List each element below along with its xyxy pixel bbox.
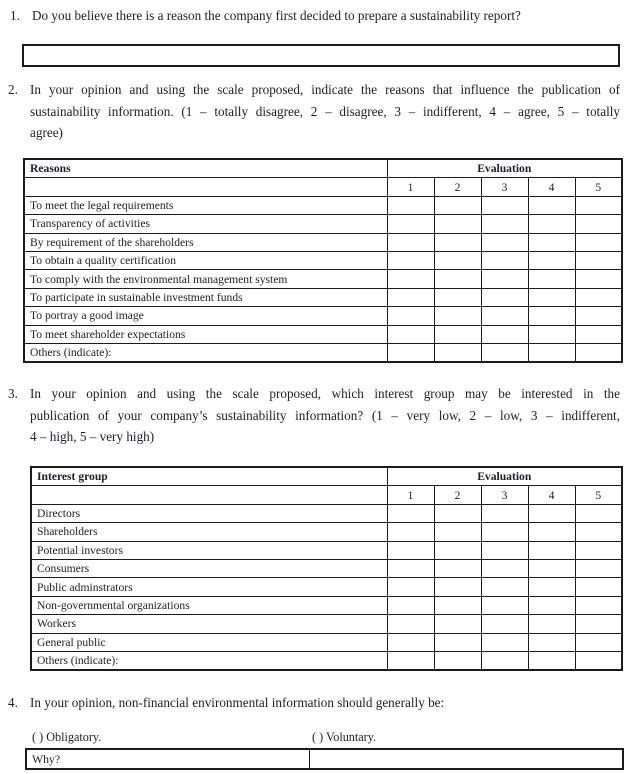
- question-2-text: [30, 79, 620, 144]
- eval-cell-4[interactable]: [528, 541, 575, 559]
- evaluation-header-cell: Evaluation: [387, 467, 622, 486]
- eval-cell-3[interactable]: [481, 523, 528, 541]
- eval-cell-4[interactable]: [528, 233, 575, 251]
- eval-cell-5[interactable]: [575, 307, 622, 325]
- table-row: [24, 325, 622, 343]
- eval-cell-3[interactable]: [481, 270, 528, 288]
- row-label-cell: Potential investors: [31, 541, 387, 559]
- eval-cell-5[interactable]: [575, 288, 622, 306]
- why-label-cell: Why?: [26, 749, 309, 769]
- question-2: [8, 79, 620, 144]
- question-1-text: Do you believe there is a reason the company first decided to prepare a sustainability report?: [32, 8, 521, 23]
- eval-cell-4[interactable]: [528, 578, 575, 596]
- eval-cell-3[interactable]: [481, 541, 528, 559]
- eval-cell-3[interactable]: [481, 559, 528, 577]
- eval-cell-2[interactable]: [434, 541, 481, 559]
- eval-cell-3[interactable]: [481, 233, 528, 251]
- scale-4: 4: [528, 486, 575, 504]
- eval-cell-2[interactable]: [434, 251, 481, 269]
- eval-cell-4[interactable]: [528, 270, 575, 288]
- row-label-cell: Directors: [31, 504, 387, 522]
- table-row: [24, 288, 622, 306]
- table-row: [31, 615, 622, 633]
- eval-cell-2[interactable]: [434, 523, 481, 541]
- eval-cell-5[interactable]: [575, 504, 622, 522]
- eval-cell-1[interactable]: [387, 523, 434, 541]
- row-label-cell: To participate in sustainable investment funds: [24, 288, 387, 306]
- row-label-cell: To meet the legal requirements: [24, 196, 387, 214]
- table-row: [31, 578, 622, 596]
- question-3-line-1: In your opinion and using the scale proposed, which interest group may be interested in the: [30, 386, 620, 401]
- row-label-cell: Shareholders: [31, 523, 387, 541]
- eval-cell-2[interactable]: [434, 504, 481, 522]
- scale-5: 5: [575, 178, 622, 196]
- scale-row: [31, 486, 622, 504]
- eval-cell-5[interactable]: [575, 343, 622, 362]
- interest-header-row: [31, 467, 622, 486]
- row-label-cell: Others (indicate):: [31, 651, 387, 670]
- question-4-number: 4.: [8, 695, 18, 710]
- eval-cell-5[interactable]: [575, 633, 622, 651]
- table-row: [31, 596, 622, 614]
- scale-row: [24, 178, 622, 196]
- row-label-cell: Consumers: [31, 559, 387, 577]
- q1-answer-box[interactable]: [22, 44, 620, 67]
- eval-cell-4[interactable]: [528, 596, 575, 614]
- question-3: [8, 383, 620, 448]
- interest-group-table: [30, 466, 623, 671]
- why-answer-cell[interactable]: [309, 749, 623, 769]
- scale-blank-cell: [24, 178, 387, 196]
- row-label-cell: To portray a good image: [24, 307, 387, 325]
- question-3-line-2: publication of your company’s sustainability information? (1 – very low, 2 – low, 3 – indifferent,: [30, 407, 620, 423]
- eval-cell-1[interactable]: [387, 651, 434, 670]
- question-2-number: 2.: [8, 82, 18, 97]
- eval-cell-4[interactable]: [528, 288, 575, 306]
- eval-cell-1[interactable]: [387, 196, 434, 214]
- eval-cell-1[interactable]: [387, 343, 434, 362]
- scale-4: 4: [528, 178, 575, 196]
- eval-cell-5[interactable]: [575, 596, 622, 614]
- table-row: [24, 251, 622, 269]
- eval-cell-1[interactable]: [387, 559, 434, 577]
- why-row: [26, 749, 623, 769]
- scale-2: 2: [434, 178, 481, 196]
- scale-2: 2: [434, 486, 481, 504]
- row-label-cell: To meet shareholder expectations: [24, 325, 387, 343]
- eval-cell-1[interactable]: [387, 307, 434, 325]
- eval-cell-1[interactable]: [387, 633, 434, 651]
- eval-cell-4[interactable]: [528, 251, 575, 269]
- scale-5: 5: [575, 486, 622, 504]
- eval-cell-2[interactable]: [434, 578, 481, 596]
- row-label-cell: To obtain a quality certification: [24, 251, 387, 269]
- interest-header-cell: Interest group: [31, 467, 387, 486]
- row-label-cell: Transparency of activities: [24, 215, 387, 233]
- scale-3: 3: [481, 486, 528, 504]
- eval-cell-5[interactable]: [575, 196, 622, 214]
- eval-cell-5[interactable]: [575, 270, 622, 288]
- eval-cell-5[interactable]: [575, 651, 622, 670]
- eval-cell-3[interactable]: [481, 633, 528, 651]
- eval-cell-5[interactable]: [575, 559, 622, 577]
- scale-1: 1: [387, 486, 434, 504]
- table-row: [24, 307, 622, 325]
- eval-cell-2[interactable]: [434, 615, 481, 633]
- eval-cell-4[interactable]: [528, 196, 575, 214]
- reasons-header-cell: Reasons: [24, 159, 387, 178]
- eval-cell-4[interactable]: [528, 523, 575, 541]
- eval-cell-4[interactable]: [528, 504, 575, 522]
- eval-cell-1[interactable]: [387, 215, 434, 233]
- eval-cell-1[interactable]: [387, 288, 434, 306]
- eval-cell-3[interactable]: [481, 196, 528, 214]
- row-label-cell: Others (indicate):: [24, 343, 387, 362]
- obligatory-option[interactable]: ( ) Obligatory.: [32, 730, 102, 744]
- eval-cell-1[interactable]: [387, 270, 434, 288]
- eval-cell-5[interactable]: [575, 523, 622, 541]
- question-3-line-3: 4 – high, 5 – very high): [30, 429, 155, 444]
- eval-cell-3[interactable]: [481, 596, 528, 614]
- eval-cell-3[interactable]: [481, 215, 528, 233]
- eval-cell-5[interactable]: [575, 325, 622, 343]
- why-table: [25, 748, 624, 770]
- eval-cell-4[interactable]: [528, 307, 575, 325]
- eval-cell-1[interactable]: [387, 504, 434, 522]
- reasons-header-row: [24, 159, 622, 178]
- question-1-number: 1.: [10, 8, 20, 23]
- eval-cell-4[interactable]: [528, 651, 575, 670]
- eval-cell-4[interactable]: [528, 215, 575, 233]
- table-row: [31, 541, 622, 559]
- eval-cell-5[interactable]: [575, 233, 622, 251]
- eval-cell-1[interactable]: [387, 596, 434, 614]
- table-row: [24, 233, 622, 251]
- eval-cell-3[interactable]: [481, 288, 528, 306]
- scale-1: 1: [387, 178, 434, 196]
- row-label-cell: Workers: [31, 615, 387, 633]
- eval-cell-1[interactable]: [387, 251, 434, 269]
- scale-blank-cell: [31, 486, 387, 504]
- question-4: [8, 692, 620, 714]
- eval-cell-4[interactable]: [528, 325, 575, 343]
- table-row: [24, 215, 622, 233]
- eval-cell-2[interactable]: [434, 651, 481, 670]
- eval-cell-2[interactable]: [434, 596, 481, 614]
- eval-cell-3[interactable]: [481, 343, 528, 362]
- eval-cell-5[interactable]: [575, 615, 622, 633]
- eval-cell-3[interactable]: [481, 651, 528, 670]
- eval-cell-3[interactable]: [481, 615, 528, 633]
- eval-cell-5[interactable]: [575, 251, 622, 269]
- reasons-table: [23, 158, 623, 363]
- eval-cell-3[interactable]: [481, 307, 528, 325]
- eval-cell-2[interactable]: [434, 196, 481, 214]
- question-2-line-3: agree): [30, 125, 63, 140]
- eval-cell-1[interactable]: [387, 541, 434, 559]
- row-label-cell: General public: [31, 633, 387, 651]
- table-row: [31, 633, 622, 651]
- eval-cell-4[interactable]: [528, 559, 575, 577]
- question-3-text: [30, 383, 620, 448]
- question-3-number: 3.: [8, 386, 18, 401]
- eval-cell-5[interactable]: [575, 578, 622, 596]
- eval-cell-4[interactable]: [528, 615, 575, 633]
- eval-cell-3[interactable]: [481, 251, 528, 269]
- eval-cell-4[interactable]: [528, 343, 575, 362]
- table-row: [24, 343, 622, 362]
- question-4-text: In your opinion, non-financial environmental information should generally be:: [30, 695, 445, 710]
- eval-cell-5[interactable]: [575, 541, 622, 559]
- eval-cell-2[interactable]: [434, 559, 481, 577]
- eval-cell-4[interactable]: [528, 633, 575, 651]
- eval-cell-1[interactable]: [387, 325, 434, 343]
- question-2-line-1: In your opinion and using the scale proposed, indicate the reasons that influence the publication of: [30, 82, 620, 97]
- eval-cell-2[interactable]: [434, 215, 481, 233]
- eval-cell-1[interactable]: [387, 615, 434, 633]
- eval-cell-3[interactable]: [481, 325, 528, 343]
- eval-cell-2[interactable]: [434, 343, 481, 362]
- question-1: [10, 5, 620, 27]
- scale-3: 3: [481, 178, 528, 196]
- table-row: [31, 523, 622, 541]
- table-row: [31, 559, 622, 577]
- eval-cell-2[interactable]: [434, 233, 481, 251]
- eval-cell-2[interactable]: [434, 307, 481, 325]
- row-label-cell: By requirement of the shareholders: [24, 233, 387, 251]
- row-label-cell: Public adminstrators: [31, 578, 387, 596]
- voluntary-option[interactable]: ( ) Voluntary.: [312, 730, 377, 744]
- evaluation-header-cell: Evaluation: [387, 159, 622, 178]
- table-row: [31, 651, 622, 670]
- eval-cell-3[interactable]: [481, 578, 528, 596]
- row-label-cell: Non-governmental organizations: [31, 596, 387, 614]
- eval-cell-2[interactable]: [434, 633, 481, 651]
- eval-cell-1[interactable]: [387, 578, 434, 596]
- row-label-cell: To comply with the environmental management system: [24, 270, 387, 288]
- eval-cell-1[interactable]: [387, 233, 434, 251]
- table-row: [31, 504, 622, 522]
- table-row: [24, 196, 622, 214]
- eval-cell-2[interactable]: [434, 325, 481, 343]
- eval-cell-2[interactable]: [434, 270, 481, 288]
- eval-cell-2[interactable]: [434, 288, 481, 306]
- eval-cell-3[interactable]: [481, 504, 528, 522]
- question-2-line-2: sustainability information. (1 – totally disagree, 2 – disagree, 3 – indifferent, 4 – agree, 5 – totally: [30, 103, 620, 119]
- table-row: [24, 270, 622, 288]
- eval-cell-5[interactable]: [575, 215, 622, 233]
